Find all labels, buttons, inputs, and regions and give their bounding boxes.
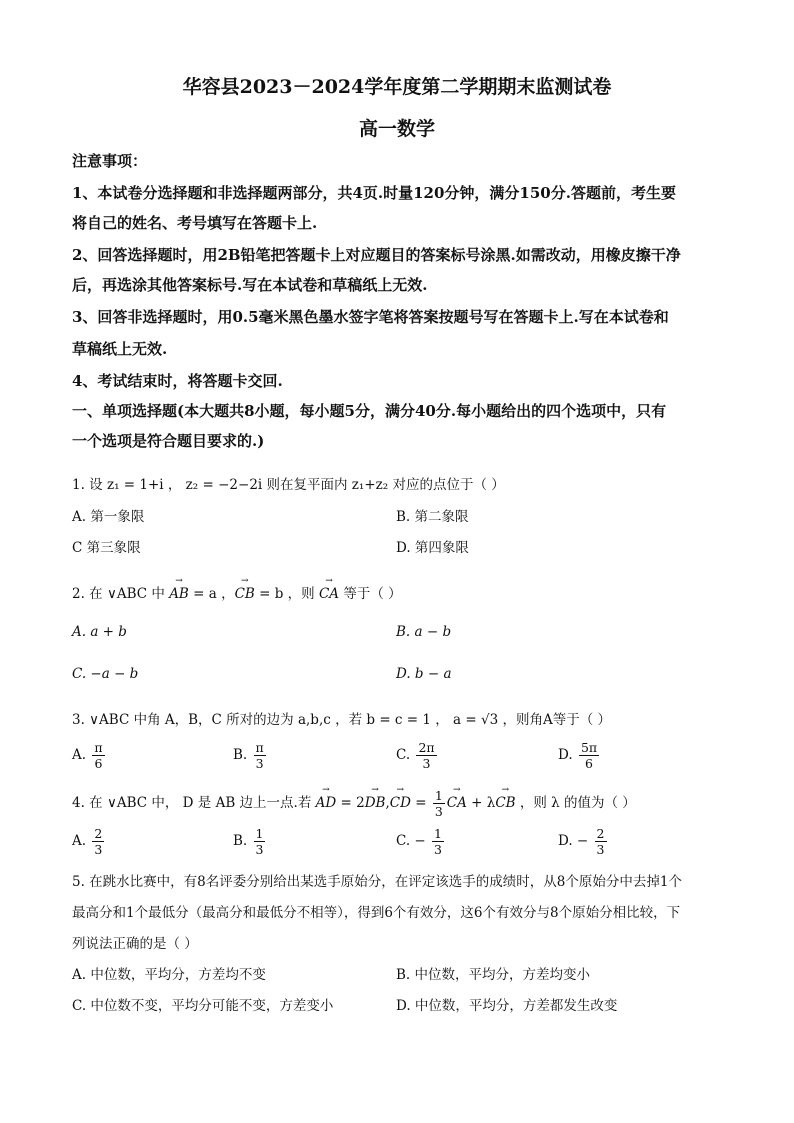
question-1-option-d: D. 第四象限 xyxy=(396,540,469,556)
option-letter: A. xyxy=(72,747,87,763)
question-5-option-a: A. 中位数，平均分，方差均不变 xyxy=(72,967,266,983)
option-letter: B. xyxy=(233,833,248,849)
denominator: 6 xyxy=(585,756,593,771)
fraction xyxy=(595,826,607,857)
question-5-option-d: D. 中位数，平均分，方差都发生改变 xyxy=(396,998,618,1014)
question-4-text-6: ，则 λ 的值为（ ） xyxy=(515,795,636,811)
vector-cb: → CB xyxy=(495,795,515,811)
denominator: 3 xyxy=(434,842,442,857)
note-2-line-1: 2、回答选择题时，用2B铅笔把答题卡上对应题目的答案标号涂黑.如需改动，用橡皮擦干净 xyxy=(72,246,681,264)
question-4-text-4: = xyxy=(410,795,431,811)
note-1-line-1: 1、本试卷分选择题和非选择题两部分，共4页.时量120分钟，满分150分.答题前，考生要 xyxy=(72,184,676,202)
numerator: 5π xyxy=(580,740,598,755)
question-4-text-3: , xyxy=(385,795,390,811)
note-3-line-1: 3、回答非选择题时，用0.5毫米黑色墨水签字笔将答案按题号写在答题卡上.写在本试卷和 xyxy=(72,308,669,326)
vector-ad: → AD xyxy=(316,795,337,811)
denominator: 3 xyxy=(434,804,443,819)
numerator: 1 xyxy=(255,826,264,841)
denominator: 6 xyxy=(94,756,103,771)
fraction xyxy=(433,788,445,819)
question-3-option-d xyxy=(558,740,601,771)
denominator: 3 xyxy=(255,842,264,857)
question-2-text-3: = b ，则 xyxy=(254,586,319,602)
vector-db: → DB xyxy=(365,795,386,811)
question-4-stem xyxy=(72,788,722,819)
vector-ca: → CA xyxy=(447,795,467,811)
question-2-option-d: D. b − a xyxy=(396,666,452,682)
numerator: 2π xyxy=(418,740,435,755)
numerator: π xyxy=(255,740,264,755)
question-4-text-2: = 2 xyxy=(336,795,365,811)
vector-cb: → CB xyxy=(235,586,255,602)
note-1-line-2: 将自己的姓名、考号填写在答题卡上. xyxy=(72,214,318,232)
option-letter: A. xyxy=(72,833,87,849)
question-1-option-a: A. 第一象限 xyxy=(72,509,145,525)
question-2-text-1: 2. 在 ∨ABC 中 xyxy=(72,586,170,602)
vector-ab: → AB xyxy=(169,586,189,602)
exam-title: 华容县2023－2024学年度第二学期期末监测试卷 xyxy=(182,76,612,98)
fraction xyxy=(416,740,436,771)
numerator: 2 xyxy=(94,826,103,841)
denominator: 3 xyxy=(422,756,431,771)
question-5-line-2: 最高分和1个最低分（最高分和最低分不相等），得到6个有效分，这6个有效分与8个原始分相比较，下 xyxy=(72,905,681,921)
question-4-text-1: 4. 在 ∨ABC 中， D 是 AB 边上一点.若 xyxy=(72,795,316,811)
exam-subject: 高一数学 xyxy=(358,118,435,140)
question-5-line-3: 列说法正确的是（ ） xyxy=(72,936,198,952)
question-2-option-a: A. a + b xyxy=(72,624,127,640)
question-4-option-b xyxy=(233,826,267,857)
question-3-option-b xyxy=(233,740,268,771)
question-1-option-b: B. 第二象限 xyxy=(396,509,469,525)
note-3-line-2: 草稿纸上无效. xyxy=(72,340,168,358)
numerator: 1 xyxy=(434,788,443,803)
denominator: 3 xyxy=(255,756,264,771)
denominator: 3 xyxy=(596,842,605,857)
fraction xyxy=(254,740,266,771)
question-4-text-5: + λ xyxy=(466,795,496,811)
question-1-stem: 1. 设 z₁ = 1+i ， z₂ = −2−2i 则在复平面内 z₁+z₂ 对应的点位于（ ） xyxy=(72,477,505,493)
numerator: π xyxy=(94,740,103,755)
question-5-option-c: C. 中位数不变，平均分可能不变，方差变小 xyxy=(72,998,334,1014)
question-5-line-1: 5. 在跳水比赛中，有8名评委分别给出某选手原始分，在评定该选手的成绩时，从8个原始分中去掉1个 xyxy=(72,874,682,890)
note-4: 4、考试结束时，将答题卡交回. xyxy=(72,372,283,390)
vector-ca: → CA xyxy=(319,586,339,602)
question-3-stem: 3. ∨ABC 中角 A，B，C 所对的边为 a,b,c ，若 b = c = 1 ， a = √3 ，则角A等于（ ） xyxy=(72,712,612,728)
option-letter: C. xyxy=(396,747,411,763)
denominator: 3 xyxy=(94,842,103,857)
fraction xyxy=(579,740,599,771)
question-3-option-a xyxy=(72,740,107,771)
question-4-option-d xyxy=(558,826,609,857)
question-3-option-c xyxy=(396,740,439,771)
question-2-text-2: = a ， xyxy=(188,586,235,602)
fraction xyxy=(432,826,444,857)
question-4-option-c xyxy=(396,826,446,857)
question-5-option-b: B. 中位数，平均分，方差均变小 xyxy=(396,967,591,983)
fraction xyxy=(92,826,104,857)
vector-cd: → CD xyxy=(390,795,411,811)
question-2-option-c: C. −a − b xyxy=(72,666,139,682)
question-1-option-c: C 第三象限 xyxy=(72,540,141,556)
question-2-option-b: B. a − b xyxy=(396,624,452,640)
option-letter: D. xyxy=(558,747,573,763)
question-2-text-4: 等于（ ） xyxy=(339,586,402,602)
option-letter: B. xyxy=(233,747,248,763)
option-letter: C. − xyxy=(396,833,426,849)
question-4-option-a xyxy=(72,826,106,857)
fraction xyxy=(92,740,104,771)
option-letter: D. − xyxy=(558,833,589,849)
note-2-line-2: 后，再选涂其他答案标号.写在本试卷和草稿纸上无效. xyxy=(72,276,428,294)
notes-heading: 注意事项： xyxy=(72,152,148,170)
section-heading-line-2: 一个选项是符合题目要求的.) xyxy=(72,432,265,450)
section-heading-line-1: 一、单项选择题(本大题共8小题，每小题5分，满分40分.每小题给出的四个选项中，只有 xyxy=(72,402,667,420)
numerator: 1 xyxy=(434,826,442,841)
question-2-stem xyxy=(72,582,722,602)
numerator: 2 xyxy=(596,826,605,841)
fraction xyxy=(254,826,266,857)
